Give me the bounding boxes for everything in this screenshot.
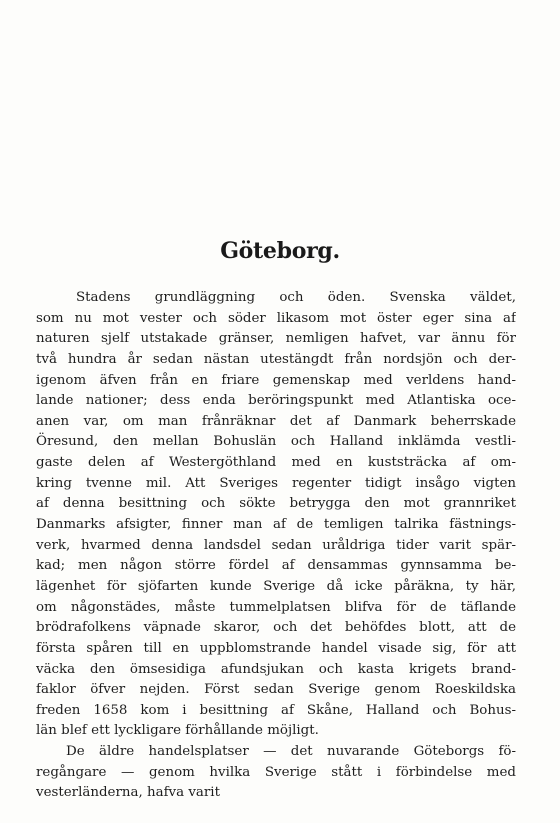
page-title: Göteborg. xyxy=(220,238,340,264)
text-line: regångare — genom hvilka Sverige stått i förbindelse med xyxy=(36,764,516,780)
text-line: igenom äfven från en friare gemenskap med verldens hand- xyxy=(36,372,516,388)
text-line: freden 1658 kom i besittning af Skåne, Halland och Bohus- xyxy=(36,702,516,718)
text-line: vesterländerna, hafva varit xyxy=(36,785,220,801)
text-line: De äldre handelsplatser — det nuvarande Göteborgs fö- xyxy=(66,744,516,760)
text-line: brödrafolkens väpnade skaror, och det behöfdes blott, att de xyxy=(36,620,516,636)
text-line: första spåren till en uppblomstrande handel visade sig, för att xyxy=(36,640,516,656)
text-line: faklor öfver nejden. Först sedan Sverige genom Roeskildska xyxy=(36,682,516,698)
text-line: verk, hvarmed denna landsdel sedan uråldriga tider varit spär- xyxy=(36,537,516,553)
text-line: anen var, om man frånräknar det af Danmark beherrskade xyxy=(36,413,516,429)
text-line: väcka den ömsesidiga afundsjukan och kasta krigets brand- xyxy=(36,661,516,677)
text-line: lägenhet för sjöfarten kunde Sverige då icke påräkna, ty här, xyxy=(36,578,516,594)
body-text xyxy=(36,288,516,804)
text-line: kad; men någon större fördel af densammas gynnsamma be- xyxy=(36,558,516,574)
text-line: län blef ett lyckligare förhållande möjligt. xyxy=(36,723,319,739)
text-line: naturen sjelf utstakade gränser, nemligen hafvet, var ännu för xyxy=(36,331,516,347)
text-line: som nu mot vester och söder likasom mot öster eger sina af xyxy=(36,310,516,326)
text-line: Danmarks afsigter, finner man af de temligen talrika fästnings- xyxy=(36,517,516,533)
text-line: lande nationer; dess enda beröringspunkt med Atlantiska oce- xyxy=(36,393,516,409)
text-line: gaste delen af Westergöthland med en kuststräcka af om- xyxy=(36,455,516,471)
text-line: två hundra år sedan nästan utestängdt från nordsjön och der- xyxy=(36,351,516,367)
text-line: Öresund, den mellan Bohuslän och Halland inklämda vestli- xyxy=(36,434,516,450)
text-line: kring tvenne mil. Att Sveriges regenter tidigt insågo vigten xyxy=(36,475,516,491)
text-line: Stadens grundläggning och öden. Svenska väldet, xyxy=(76,290,516,305)
text-line: om någonstädes, måste tummelplatsen blifva för de täflande xyxy=(36,599,516,615)
text-line: af denna besittning och sökte betrygga den mot grannriket xyxy=(36,496,516,512)
